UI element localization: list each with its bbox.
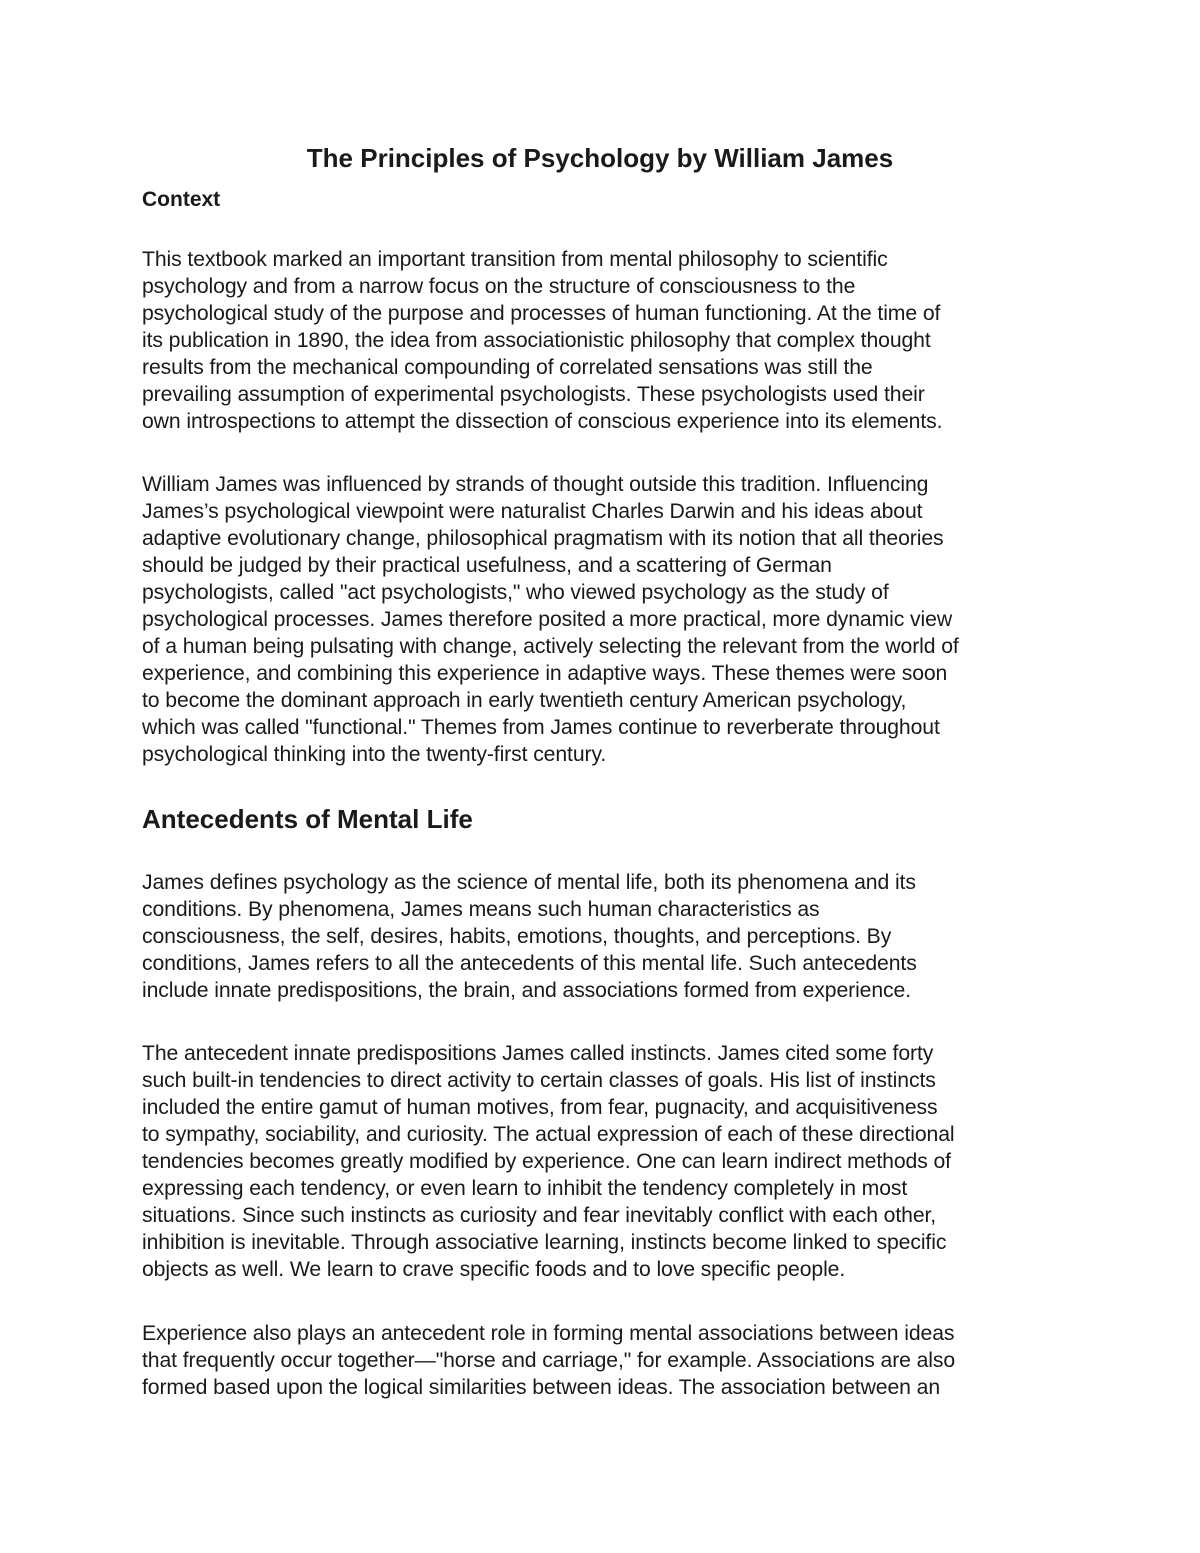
paragraph-antecedents-1: James defines psychology as the science of mental life, both its phenomena and its conditions. By phenomena, James means such human characteristics as consciousness, the self, desires, habits, emotions, thoughts, and perceptions. By conditions, James refers to all the antecedents of this mental life. Such antecedents include innate predispositions, the brain, and associations formed from experience. bbox=[142, 871, 917, 1002]
document-title: The Principles of Psychology by William James bbox=[306, 143, 894, 173]
paragraph-antecedents-3: Experience also plays an antecedent role in forming mental associations between ideas that frequently occur together—"horse and carriage," for example. Associations are also formed based upon the logical similarities between ideas. The association between an bbox=[142, 1322, 956, 1399]
paragraph-context-2: William James was influenced by strands of thought outside this tradition. Influencing James’s psychological viewpoint were naturalist Charles Darwin and his ideas about adaptive evolutionary change, philosophical pragmatism with its notion that all theories should be judged by their practical usefulness, and a scattering of German psychologists, called "act psychologists," who viewed psychology as the study of psychological processes. James therefore posited a more practical, more dynamic view of a human being pulsating with change, actively selecting the relevant from the world of experience, and combining this experience in adaptive ways. These themes were soon to become the dominant approach in early twentieth century American psychology, which was called "functional." Themes from James continue to reverberate throughout psychological thinking into the twenty-first century. bbox=[142, 473, 959, 766]
paragraph-context-1: This textbook marked an important transition from mental philosophy to scientific psychology and from a narrow focus on the structure of consciousness to the psychological study of the purpose and processes of human functioning. At the time of its publication in 1890, the idea from associationistic philosophy that complex thought results from the mechanical compounding of correlated sensations was still the prevailing assumption of experimental psychologists. These psychologists used their own introspections to attempt the dissection of conscious experience into its elements. bbox=[142, 248, 943, 433]
paragraph-antecedents-2: The antecedent innate predispositions James called instincts. James cited some forty such built-in tendencies to direct activity to certain classes of goals. His list of instincts included the entire gamut of human motives, from fear, pugnacity, and acquisitiveness to sympathy, sociability, and curiosity. The actual expression of each of these directional tendencies becomes greatly modified by experience. One can learn indirect methods of expressing each tendency, or even learn to inhibit the tendency completely in most situations. Since such instincts as curiosity and fear inevitably conflict with each other, inhibition is inevitable. Through associative learning, instincts become linked to specific objects as well. We learn to crave specific foods and to love specific people. bbox=[142, 1042, 955, 1281]
context-heading: Context bbox=[142, 188, 221, 211]
section-heading-antecedents: Antecedents of Mental Life bbox=[142, 804, 473, 834]
